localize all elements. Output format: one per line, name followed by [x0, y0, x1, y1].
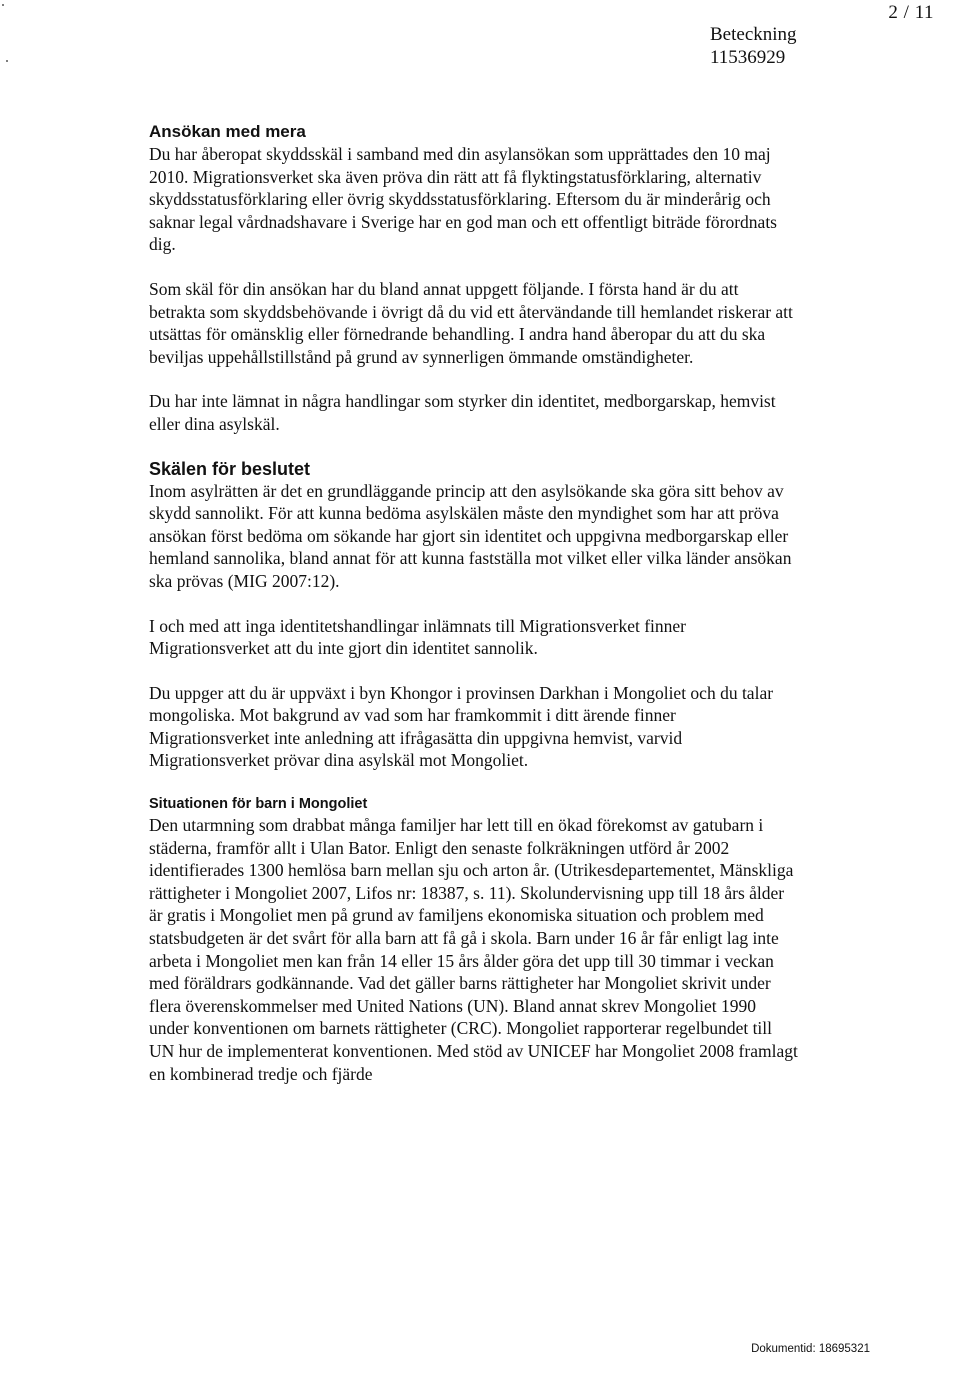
section-situationen — [149, 794, 799, 1085]
beteckning-value: 11536929 — [710, 47, 786, 68]
section-skalen — [149, 458, 799, 773]
paragraph: Du har inte lämnat in några handlingar som styrker din identitet, medborgarskap, hemvist eller dina asylskäl. — [149, 391, 776, 434]
section-heading: Ansökan med mera — [149, 122, 306, 141]
section-heading: Skälen för beslutet — [149, 458, 311, 479]
paragraph: Du uppger att du är uppväxt i byn Khongor i provinsen Darkhan i Mongoliet och du talar mongoliska. Mot bakgrund av vad som har framkommit i ditt ärende finner Migrationsverket inte anledning att ifrågasätta din uppgivna hemvist, varvid Migrationsverket prövar dina asylskäl mot Mongoliet. — [149, 682, 774, 771]
scan-speck — [6, 60, 8, 62]
section-ansokan — [149, 121, 799, 436]
paragraph: Du har åberopat skyddsskäl i samband med din asylansökan som upprättades den 10 maj 2010. Migrationsverket ska även pröva din rätt att få flyktingstatusförklaring, alternativ skyddsstatusförklaring eller övrig skyddsstatusförklaring. Eftersom du är minderårig och saknar legal vårdnadshavare i Sverige har en god man och ett offentligt biträde förordnats dig. — [149, 144, 777, 255]
paragraph: Inom asylrätten är det en grundläggande princip att den asylsökande ska göra sitt behov av skydd sannolikt. För att kunna bedöma asylskälen måste den myndighet som har att pröva ansökan först bedöma om sökande har gjort sin identitet och uppgivna medborgarskap eller hemland sannolika, bland annat för att kunna fastställa mot vilket eller vilka länder ansökan ska prövas (MIG 2007:12). — [149, 480, 792, 591]
page-number: 2 / 11 — [888, 2, 934, 23]
subsection-heading: Situationen för barn i Mongoliet — [149, 796, 368, 813]
document-body — [149, 121, 799, 1085]
scan-speck — [2, 4, 4, 6]
document-id: Dokumentid: 18695321 — [751, 1343, 870, 1355]
beteckning-label: Beteckning — [710, 24, 797, 45]
beteckning-block — [710, 23, 797, 69]
paragraph: Den utarmning som drabbat många familjer har lett till en ökad förekomst av gatubarn i städerna, framför allt i Ulan Bator. Enligt den senaste folkräkningen utförd år 2002 identifierades 1300 hemlösa barn mellan sju och arton år. (Utrikesdepartementet, Mänskliga rättigheter i Mongoliet 2007, Lifos nr: 18387, s. 11). Skolundervisning upp till 18 års ålder är gratis i Mongoliet men på grund av familjens ekonomiska situation och problem med statsbudgeten är det svårt för alla barn att få gå i skola. Barn under 16 år får enligt lag inte arbeta i Mongoliet men kan från 14 eller 15 års ålder göra det upp till 30 timmar i veckan med föräldrars godkännande. Vad det gäller barns rättigheter har Mongoliet skrivit under flera överenskommelser med United Nations (UN). Bland annat skrev Mongoliet 1990 under konventionen om barnets rättigheter (CRC). Mongoliet rapporterar regelbundet till UN hur de implementerat konventionen. Med stöd av UNICEF har Mongoliet 2008 framlagt en kombinerad tredje och fjärde — [149, 815, 798, 1084]
paragraph: I och med att inga identitetshandlingar inlämnats till Migrationsverket finner Migrationsverket att du inte gjort din identitet sannolik. — [149, 615, 687, 659]
paragraph: Som skäl för din ansökan har du bland annat uppgett följande. I första hand är du att betrakta som skyddsbehövande i övrigt då du vid ett återvändande till hemlandet riskerar att utsättas för omänsklig eller förnedrande behandling. I andra hand åberopar du att du ska beviljas uppehållstillstånd på grund av synnerligen ömmande omständigheter. — [149, 278, 793, 367]
